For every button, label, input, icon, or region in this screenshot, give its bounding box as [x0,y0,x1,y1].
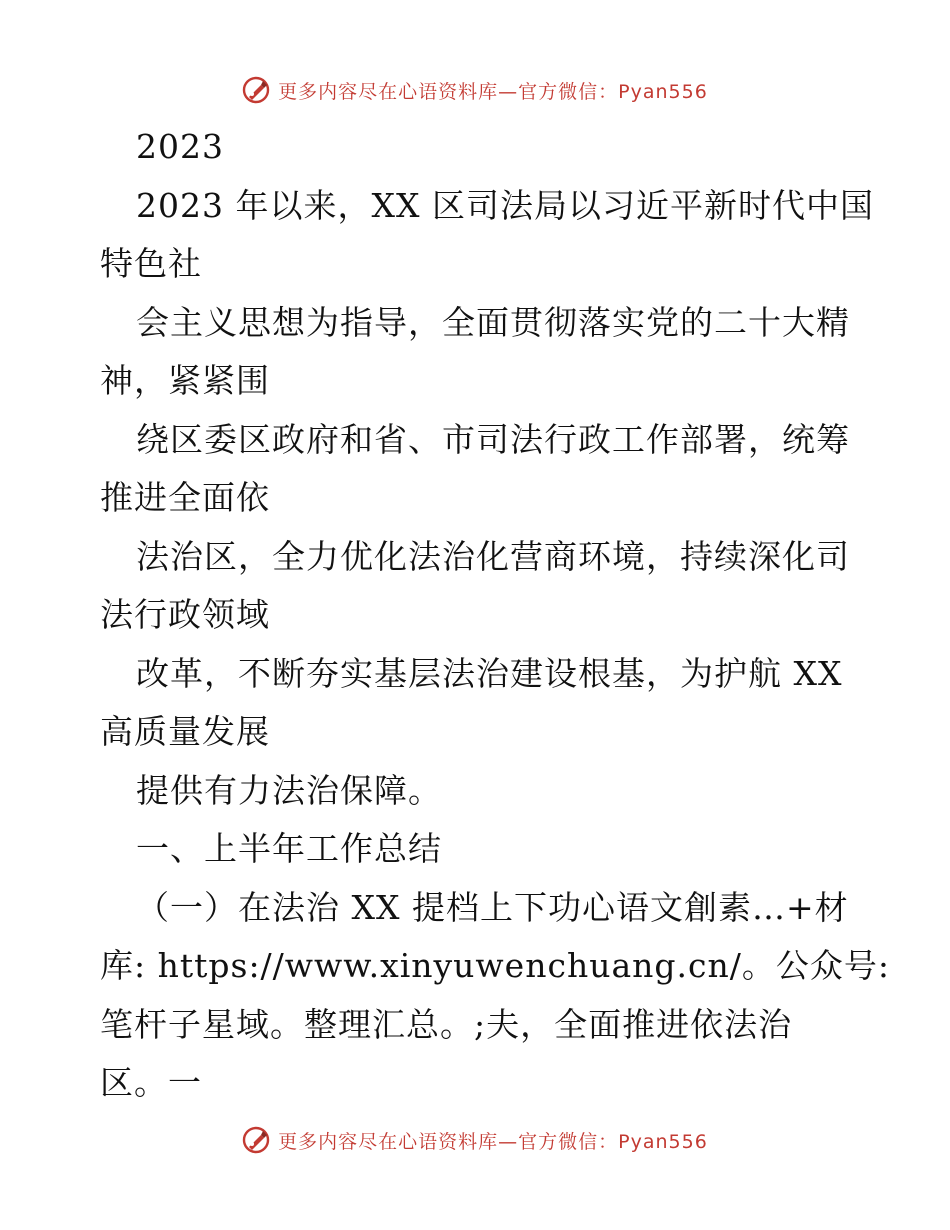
text-line: 会主义思想为指导，全面贯彻落实党的二十大精 [136,302,850,342]
watermark-text: 更多内容尽在心语资料库—官方微信：Pyan556 [278,80,708,103]
text-line: 法行政领域 [100,595,270,634]
text-line: 2023 年以来，XX 区司法局以习近平新时代中国 [136,185,874,225]
text-line: 库: https://www.xinyuwenchuang.cn/。公众号: [100,946,890,985]
pen-logo-icon [242,76,270,104]
pen-logo-icon [242,1126,270,1154]
watermark-text: 更多内容尽在心语资料库—官方微信：Pyan556 [278,1130,708,1153]
watermark-footer [0,1120,950,1160]
text-line: 笔杆子星域。整理汇总。;夫，全面推进依法治 [100,1004,793,1044]
text-line: 特色社 [100,244,202,283]
text-line: 改革，不断夯实基层法治建设根基，为护航 XX [136,653,843,693]
text-line: 提供有力法治保障。 [136,770,442,810]
text-line: （一）在法治 XX 提档上下功心语文創素…+材 [136,887,849,927]
text-line: 神，紧紧围 [100,361,270,400]
text-line: 绕区委区政府和省、市司法行政工作部署，统筹 [136,419,850,459]
text-line: 2023 [136,127,224,166]
text-line: 区。一 [100,1063,202,1102]
document-body [100,118,890,1113]
text-line: 法治区，全力优化法治化营商环境，持续深化司 [136,536,850,576]
text-line: 高质量发展 [100,712,270,751]
watermark-header [0,70,950,110]
text-line: 一、上半年工作总结 [136,829,442,868]
text-line: 推进全面依 [100,478,270,517]
